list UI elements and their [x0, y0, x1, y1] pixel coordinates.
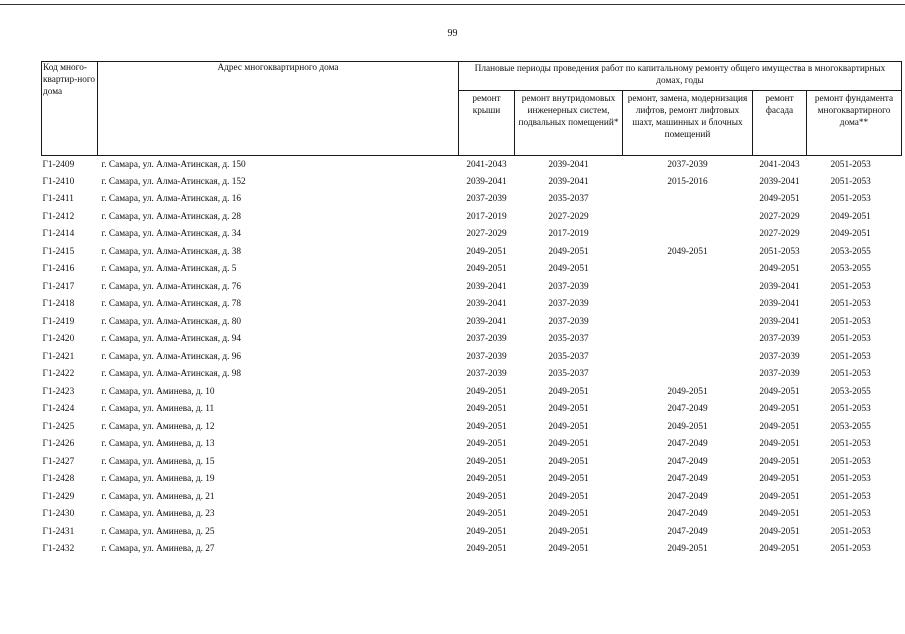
table-row: [42, 453, 902, 471]
cell-facade: 2049-2051: [759, 386, 800, 397]
cell-foundation: 2051-2053: [830, 439, 871, 450]
cell-facade: 2049-2051: [759, 404, 800, 415]
table-row: [42, 173, 902, 191]
cell-code: Г1-2422: [42, 369, 75, 380]
cell-elevators: [623, 226, 753, 244]
cell-code: Г1-2423: [42, 386, 75, 397]
cell-address: г. Самара, ул. Алма-Атинская, д. 78: [101, 299, 242, 310]
cell-elevators: 2047-2049: [667, 526, 708, 537]
cell-address: г. Самара, ул. Алма-Атинская, д. 152: [101, 176, 246, 187]
cell-facade: 2037-2039: [759, 369, 800, 380]
cell-engineering: 2049-2051: [548, 456, 589, 467]
table-row: [42, 191, 902, 209]
cell-address: г. Самара, ул. Алма-Атинская, д. 34: [101, 229, 242, 240]
cell-foundation: 2051-2053: [830, 281, 871, 292]
cell-foundation: 2051-2053: [830, 509, 871, 520]
cell-engineering: 2035-2037: [548, 351, 589, 362]
cell-roof: 2049-2051: [466, 386, 507, 397]
cell-roof: 2037-2039: [466, 351, 507, 362]
cell-foundation: 2051-2053: [830, 176, 871, 187]
cell-foundation: 2051-2053: [830, 474, 871, 485]
cell-address: г. Самара, ул. Алма-Атинская, д. 94: [101, 334, 242, 345]
cell-engineering: 2049-2051: [548, 404, 589, 415]
table-row: [42, 226, 902, 244]
cell-code: Г1-2420: [42, 334, 75, 345]
cell-roof: 2049-2051: [466, 509, 507, 520]
cell-elevators: [623, 296, 753, 314]
cell-elevators: 2047-2049: [667, 474, 708, 485]
cell-engineering: 2049-2051: [548, 526, 589, 537]
cell-foundation: 2051-2053: [830, 194, 871, 205]
cell-facade: 2049-2051: [759, 509, 800, 520]
cell-roof: 2039-2041: [466, 281, 507, 292]
cell-address: г. Самара, ул. Аминева, д. 12: [101, 421, 215, 432]
cell-code: Г1-2429: [42, 491, 75, 502]
cell-roof: 2027-2029: [466, 229, 507, 240]
cell-engineering: 2049-2051: [548, 421, 589, 432]
cell-address: г. Самара, ул. Аминева, д. 21: [101, 491, 215, 502]
table-row: [42, 348, 902, 366]
cell-elevators: 2049-2051: [667, 386, 708, 397]
cell-facade: 2027-2029: [759, 229, 800, 240]
cell-elevators: [623, 331, 753, 349]
cell-code: Г1-2410: [42, 176, 75, 187]
cell-engineering: 2049-2051: [548, 474, 589, 485]
repair-schedule-table: [41, 61, 902, 558]
cell-address: г. Самара, ул. Аминева, д. 15: [101, 456, 215, 467]
cell-address: г. Самара, ул. Аминева, д. 23: [101, 509, 215, 520]
cell-elevators: 2049-2051: [667, 544, 708, 555]
cell-elevators: 2049-2051: [667, 246, 708, 257]
cell-engineering: 2049-2051: [548, 386, 589, 397]
cell-engineering: 2049-2051: [548, 509, 589, 520]
cell-engineering: 2037-2039: [548, 281, 589, 292]
cell-facade: 2049-2051: [759, 194, 800, 205]
table-row: [42, 208, 902, 226]
cell-roof: 2049-2051: [466, 474, 507, 485]
cell-engineering: 2027-2029: [548, 211, 589, 222]
cell-engineering: 2049-2051: [548, 544, 589, 555]
cell-facade: 2027-2029: [759, 211, 800, 222]
cell-foundation: 2053-2055: [830, 386, 871, 397]
table-row: [42, 313, 902, 331]
cell-facade: 2041-2043: [759, 159, 800, 170]
header-engineering: ремонт внутридомовых инженерных систем, подвальных помещений*: [515, 91, 623, 156]
cell-code: Г1-2427: [42, 456, 75, 467]
table-row: [42, 506, 902, 524]
header-foundation: ремонт фундамента многоквартирного дома**: [807, 91, 902, 156]
cell-code: Г1-2421: [42, 351, 75, 362]
cell-facade: 2049-2051: [759, 456, 800, 467]
table-row: [42, 523, 902, 541]
cell-foundation: 2053-2055: [830, 421, 871, 432]
cell-code: Г1-2425: [42, 421, 75, 432]
cell-elevators: [623, 191, 753, 209]
cell-roof: 2049-2051: [466, 264, 507, 275]
cell-address: г. Самара, ул. Алма-Атинская, д. 150: [101, 159, 246, 170]
table-row: [42, 488, 902, 506]
cell-facade: 2039-2041: [759, 281, 800, 292]
cell-code: Г1-2419: [42, 316, 75, 327]
cell-engineering: 2039-2041: [548, 176, 589, 187]
cell-address: г. Самара, ул. Аминева, д. 13: [101, 439, 215, 450]
cell-code: Г1-2424: [42, 404, 75, 415]
cell-roof: 2037-2039: [466, 194, 507, 205]
cell-code: Г1-2414: [42, 229, 75, 240]
cell-roof: 2049-2051: [466, 404, 507, 415]
cell-code: Г1-2416: [42, 264, 75, 275]
table-row: [42, 278, 902, 296]
cell-code: Г1-2411: [42, 194, 74, 205]
cell-facade: 2049-2051: [759, 439, 800, 450]
table-row: [42, 296, 902, 314]
cell-address: г. Самара, ул. Алма-Атинская, д. 80: [101, 316, 242, 327]
cell-engineering: 2037-2039: [548, 316, 589, 327]
cell-engineering: 2049-2051: [548, 439, 589, 450]
cell-facade: 2049-2051: [759, 474, 800, 485]
cell-roof: 2037-2039: [466, 334, 507, 345]
cell-facade: 2051-2053: [759, 246, 800, 257]
table-row: [42, 261, 902, 279]
cell-elevators: [623, 208, 753, 226]
cell-foundation: 2051-2053: [830, 526, 871, 537]
page-number: 99: [447, 28, 458, 39]
header-elevators: ремонт, замена, модернизация лифтов, ремонт лифтовых шахт, машинных и блочных помещений: [623, 91, 753, 156]
cell-address: г. Самара, ул. Аминева, д. 27: [101, 544, 215, 555]
cell-engineering: 2037-2039: [548, 299, 589, 310]
cell-code: Г1-2430: [42, 509, 75, 520]
cell-facade: 2049-2051: [759, 421, 800, 432]
cell-engineering: 2049-2051: [548, 264, 589, 275]
cell-code: Г1-2415: [42, 246, 75, 257]
table-row: [42, 541, 902, 559]
cell-elevators: [623, 348, 753, 366]
cell-engineering: 2035-2037: [548, 334, 589, 345]
cell-facade: 2037-2039: [759, 334, 800, 345]
top-rule: [0, 4, 905, 5]
cell-foundation: 2051-2053: [830, 404, 871, 415]
cell-roof: 2049-2051: [466, 246, 507, 257]
table-row: [42, 331, 902, 349]
cell-elevators: 2047-2049: [667, 456, 708, 467]
cell-address: г. Самара, ул. Аминева, д. 19: [101, 474, 215, 485]
cell-roof: 2049-2051: [466, 439, 507, 450]
cell-foundation: 2051-2053: [830, 316, 871, 327]
header-code: Код много-квартир-ного дома: [42, 62, 98, 156]
cell-foundation: 2051-2053: [830, 351, 871, 362]
cell-facade: 2039-2041: [759, 316, 800, 327]
table-row: [42, 418, 902, 436]
cell-address: г. Самара, ул. Аминева, д. 11: [101, 404, 215, 415]
cell-foundation: 2049-2051: [830, 229, 871, 240]
header-facade: ремонт фасада: [753, 91, 807, 156]
cell-code: Г1-2431: [42, 526, 75, 537]
cell-elevators: [623, 366, 753, 384]
table-row: [42, 366, 902, 384]
cell-engineering: 2039-2041: [548, 159, 589, 170]
table-row: [42, 156, 902, 174]
cell-roof: 2037-2039: [466, 369, 507, 380]
cell-code: Г1-2432: [42, 544, 75, 555]
cell-roof: 2041-2043: [466, 159, 507, 170]
table-row: [42, 243, 902, 261]
cell-elevators: [623, 278, 753, 296]
cell-code: Г1-2428: [42, 474, 75, 485]
cell-foundation: 2051-2053: [830, 491, 871, 502]
cell-elevators: [623, 261, 753, 279]
cell-elevators: 2047-2049: [667, 404, 708, 415]
cell-roof: 2049-2051: [466, 456, 507, 467]
table-body: [42, 156, 902, 559]
table-row: [42, 401, 902, 419]
cell-foundation: 2051-2053: [830, 299, 871, 310]
cell-facade: 2049-2051: [759, 526, 800, 537]
cell-address: г. Самара, ул. Алма-Атинская, д. 5: [101, 264, 237, 275]
cell-address: г. Самара, ул. Алма-Атинская, д. 16: [101, 194, 242, 205]
cell-facade: 2049-2051: [759, 544, 800, 555]
cell-engineering: 2049-2051: [548, 491, 589, 502]
table-row: [42, 383, 902, 401]
cell-roof: 2049-2051: [466, 526, 507, 537]
cell-address: г. Самара, ул. Аминева, д. 25: [101, 526, 215, 537]
cell-foundation: 2051-2053: [830, 456, 871, 467]
table-row: [42, 436, 902, 454]
cell-foundation: 2049-2051: [830, 211, 871, 222]
cell-facade: 2037-2039: [759, 351, 800, 362]
header-address: Адрес многоквартирного дома: [98, 62, 459, 156]
cell-engineering: 2035-2037: [548, 194, 589, 205]
cell-roof: 2039-2041: [466, 299, 507, 310]
cell-address: г. Самара, ул. Алма-Атинская, д. 96: [101, 351, 242, 362]
cell-roof: 2039-2041: [466, 176, 507, 187]
cell-code: Г1-2409: [42, 159, 75, 170]
cell-foundation: 2051-2053: [830, 334, 871, 345]
cell-code: Г1-2426: [42, 439, 75, 450]
cell-address: г. Самара, ул. Алма-Атинская, д. 38: [101, 246, 242, 257]
cell-foundation: 2053-2055: [830, 264, 871, 275]
cell-foundation: 2051-2053: [830, 369, 871, 380]
cell-foundation: 2051-2053: [830, 544, 871, 555]
cell-facade: 2039-2041: [759, 176, 800, 187]
cell-foundation: 2053-2055: [830, 246, 871, 257]
cell-facade: 2049-2051: [759, 264, 800, 275]
cell-facade: 2039-2041: [759, 299, 800, 310]
cell-elevators: 2047-2049: [667, 509, 708, 520]
cell-address: г. Самара, ул. Алма-Атинская, д. 76: [101, 281, 242, 292]
cell-code: Г1-2417: [42, 281, 75, 292]
cell-engineering: 2049-2051: [548, 246, 589, 257]
cell-roof: 2049-2051: [466, 421, 507, 432]
cell-elevators: 2047-2049: [667, 439, 708, 450]
table-header: [42, 62, 902, 156]
header-periods: Плановые периоды проведения работ по капитальному ремонту общего имущества в многоквартирных домах, годы: [459, 62, 902, 91]
cell-facade: 2049-2051: [759, 491, 800, 502]
cell-roof: 2049-2051: [466, 544, 507, 555]
cell-roof: 2039-2041: [466, 316, 507, 327]
cell-elevators: 2047-2049: [667, 491, 708, 502]
cell-elevators: [623, 313, 753, 331]
cell-code: Г1-2418: [42, 299, 75, 310]
cell-roof: 2049-2051: [466, 491, 507, 502]
header-roof: ремонт крыши: [459, 91, 515, 156]
table-row: [42, 471, 902, 489]
cell-address: г. Самара, ул. Алма-Атинская, д. 98: [101, 369, 242, 380]
cell-foundation: 2051-2053: [830, 159, 871, 170]
cell-code: Г1-2412: [42, 211, 75, 222]
cell-elevators: 2049-2051: [667, 421, 708, 432]
cell-engineering: 2035-2037: [548, 369, 589, 380]
cell-roof: 2017-2019: [466, 211, 507, 222]
cell-engineering: 2017-2019: [548, 229, 589, 240]
cell-elevators: 2037-2039: [667, 159, 708, 170]
cell-address: г. Самара, ул. Алма-Атинская, д. 28: [101, 211, 242, 222]
cell-elevators: 2015-2016: [667, 176, 708, 187]
cell-address: г. Самара, ул. Аминева, д. 10: [101, 386, 215, 397]
